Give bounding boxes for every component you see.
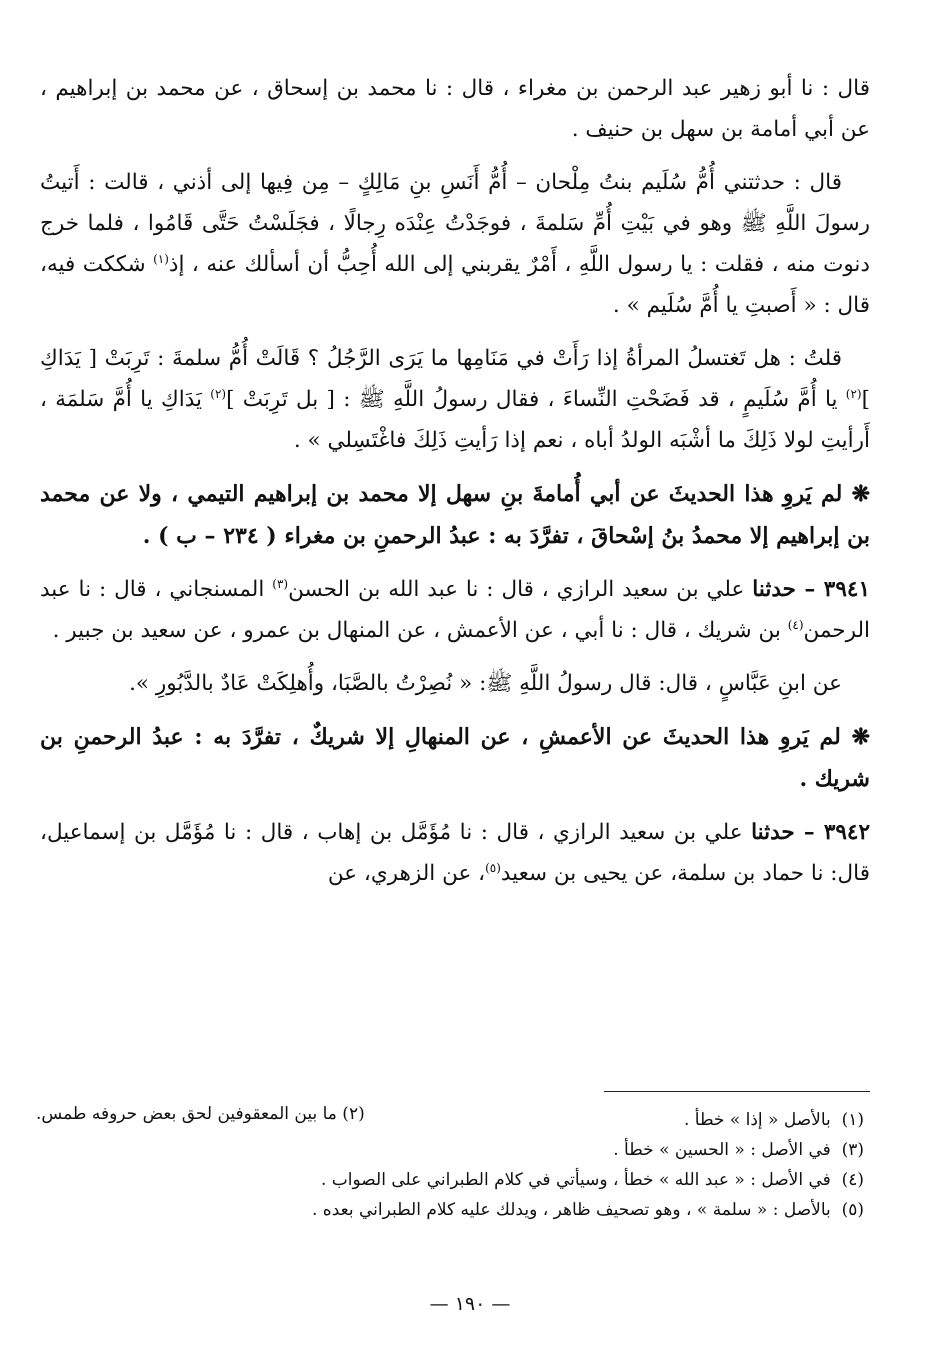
paragraph-chain-intro <box>40 68 870 150</box>
page-number: — ١٩٠ — <box>429 1293 511 1315</box>
footnote-ref-2b[interactable]: (٢) <box>210 386 227 401</box>
note-text: لم يَروِ هذا الحديثَ عن الأعمشِ ، عن المنهالِ إلا شريكٌ ، تفرَّدَ به : عبدُ الرحمنِ بن شريك . <box>40 724 870 792</box>
footnote-text: بالأصل « إذا » خطأ . <box>683 1110 831 1130</box>
hadith-lead: – حدثنا <box>751 820 824 845</box>
footnotes <box>36 1106 870 1226</box>
asterism-icon: ❋ <box>851 481 870 507</box>
footnote-1 <box>36 1106 870 1136</box>
footnote-5 <box>36 1196 870 1226</box>
hadith-number: ٣٩٤٢ <box>823 820 871 845</box>
footnote-ref-5[interactable]: (٥) <box>485 860 501 875</box>
footnote-ref-4[interactable]: (٤) <box>787 617 804 632</box>
note-text: لم يَروِ هذا الحديثَ عن أبي أُمامةَ بنِ سهل إلا محمد بن إبراهيم التيمي ، ولا عن محمد بن إبراهيم إلا محمدُ بنُ إسْحاقَ ، تفرَّدَ به : عبدُ الرحمنِ بن مغراء ( ٢٣٤ – ب ) . <box>40 481 870 549</box>
hadith-lead: – حدثنا <box>752 577 824 602</box>
paragraph-hadith-matn <box>40 663 870 704</box>
footnote-2 <box>36 1100 365 1128</box>
question-text-c: يَدَاكِ يا أُمَّ سَلمَة ، أَرأيتِ لولا ذَلِكَ ما أشْبَه الولدُ أباه ، نعم إذا رَأيتِ ذَلِكَ فاغْتَسِلي » . <box>40 387 870 453</box>
chain-text: قال : نا أبو زهير عبد الرحمن بن مغراء ، قال : نا محمد بن إسحاق ، عن محمد بن إبراهيم ، عن أبي أمامة بن سهل بن حنيف . <box>40 76 870 142</box>
paragraph-hadith-question <box>40 338 870 461</box>
footnote-3 <box>36 1136 870 1166</box>
hadith-3942 <box>40 812 870 894</box>
footnote-divider <box>604 1091 870 1092</box>
footnote-text: في الأصل : « الحسين » خطأ . <box>613 1140 831 1160</box>
isnad-text-3: بن شريك ، قال : نا أبي ، عن الأعمش ، عن المنهال بن عمرو ، عن سعيد بن جبير . <box>52 618 788 643</box>
footnote-4 <box>36 1166 870 1196</box>
isnad-text-2: المسنجاني ، قال : نا عبد الرحمن <box>40 577 870 643</box>
footnote-ref-3[interactable]: (٣) <box>272 576 289 591</box>
asterism-icon: ❋ <box>851 724 870 750</box>
editor-note-1 <box>40 473 870 557</box>
main-text <box>40 68 870 906</box>
matn-text: عن ابنِ عَبَّاسٍ ، قال: قال رسولُ اللَّهِ ﷺ: « نُصِرْتُ بالصَّبَا، وأُهلِكَتْ عَادٌ بالدَّبُورِ ». <box>129 671 842 696</box>
footnote-ref-2a[interactable]: (٢) <box>845 386 862 401</box>
paragraph-hadith-narration <box>40 162 870 326</box>
hadith-3941 <box>40 569 870 651</box>
isnad-text-2: ، عن الزهري، عن <box>327 861 486 886</box>
footnote-label: (٣) <box>841 1140 864 1160</box>
question-text-b: يا أُمَّ سُلَيمٍ ، قد فَضَحْتِ النِّساءَ ، فقال رسولُ اللَّهِ ﷺ : [ بل تَرِبَتْ ] <box>226 387 846 412</box>
question-text-a: قلتُ : هل تَغتسلُ المرأةُ إذا رَأَتْ في مَنَامِها ما يَرَى الرَّجُلُ ؟ قَالَتْ أُمُّ سلمةَ : تَرِبَتْ [ يَدَاكِ ] <box>40 346 870 412</box>
footnote-text: بالأصل : « سلمة » ، وهو تصحيف ظاهر ، ويدلك عليه كلام الطبراني بعده . <box>311 1200 831 1220</box>
isnad-text: علي بن سعيد الرازي ، قال : نا عبد الله بن الحسن <box>288 577 753 602</box>
footnote-label: (٢) <box>342 1104 365 1124</box>
footnote-label: (١) <box>841 1110 864 1130</box>
editor-note-2 <box>40 716 870 800</box>
narration-text-end: شككت فيه، قال : « أَصبتِ يا أُمَّ سُلَيم » . <box>40 252 870 318</box>
isnad-text: علي بن سعيد الرازي ، قال : نا مُؤَمَّل بن إهاب ، قال : نا مُؤَمَّل بن إسماعيل، قال: نا حماد بن سلمة، عن يحيى بن سعيد <box>40 820 870 886</box>
footnote-text: ما بين المعقوفين لحق بعض حروفه طمس. <box>36 1104 337 1124</box>
footnote-label: (٤) <box>841 1170 864 1190</box>
footnote-label: (٥) <box>841 1200 864 1220</box>
footnote-text: في الأصل : « عبد الله » خطأ ، وسيأتي في كلام الطبراني على الصواب . <box>320 1170 831 1190</box>
footnote-ref-1[interactable]: (١) <box>153 251 169 266</box>
hadith-number: ٣٩٤١ <box>823 577 870 602</box>
narration-text: قال : حدثتني أُمُّ سُلَيم بنتُ مِلْحان – أُمُّ أَنَسِ بنِ مَالِكٍ – مِن فِيها إلى أذني ، قالت : أَتيتُ رسولَ اللَّهِ ﷺ وهو في بَيْتِ أُمِّ سَلمةَ ، فوجَدْتُ عِنْدَه رِجالًا ، فجَلَسْتُ حَتَّى قَامُوا ، فلما خرج دنوت منه ، فقلت : يا رسول اللَّهِ ، أَمْرٌ يقربني إلى الله أُحِبُّ أن أسألك عنه ، إذ <box>40 170 870 277</box>
